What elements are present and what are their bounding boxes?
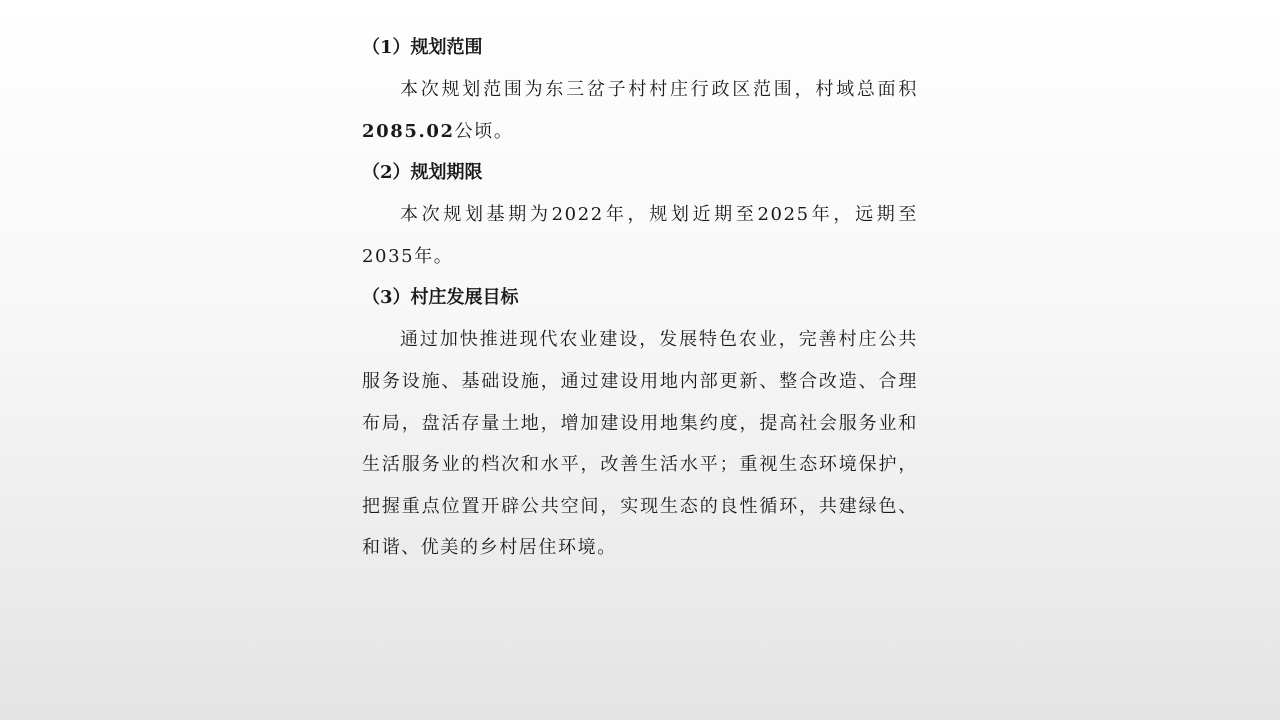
section-body-development-goals: 通过加快推进现代农业建设，发展特色农业，完善村庄公共服务设施、基础设施，通过建设用地内部更新、整合改造、合理布局，盘活存量土地，增加建设用地集约度，提高社会服务业和生活服务业的档次和水平，改善生活水平；重视生态环境保护，把握重点位置开辟公共空间，实现生态的良性循环，共建绿色、和谐、优美的乡村居住环境。	[362, 329, 918, 559]
section-heading-planning-period: （2）规划期限	[362, 162, 483, 184]
section-body-planning-scope	[362, 69, 918, 152]
village-area-value: 2085.02	[362, 120, 455, 142]
document-page	[362, 27, 918, 569]
section-body-planning-period: 本次规划基期为2022年，规划近期至2025年，远期至2035年。	[362, 204, 918, 267]
section-heading-planning-scope: （1）规划范围	[362, 37, 483, 58]
planning-scope-text: 本次规划范围为东三岔子村村庄行政区范围，村域总面积	[400, 79, 918, 100]
section-heading-development-goals: （3）村庄发展目标	[362, 287, 519, 309]
planning-scope-unit: 公顷。	[454, 120, 514, 142]
